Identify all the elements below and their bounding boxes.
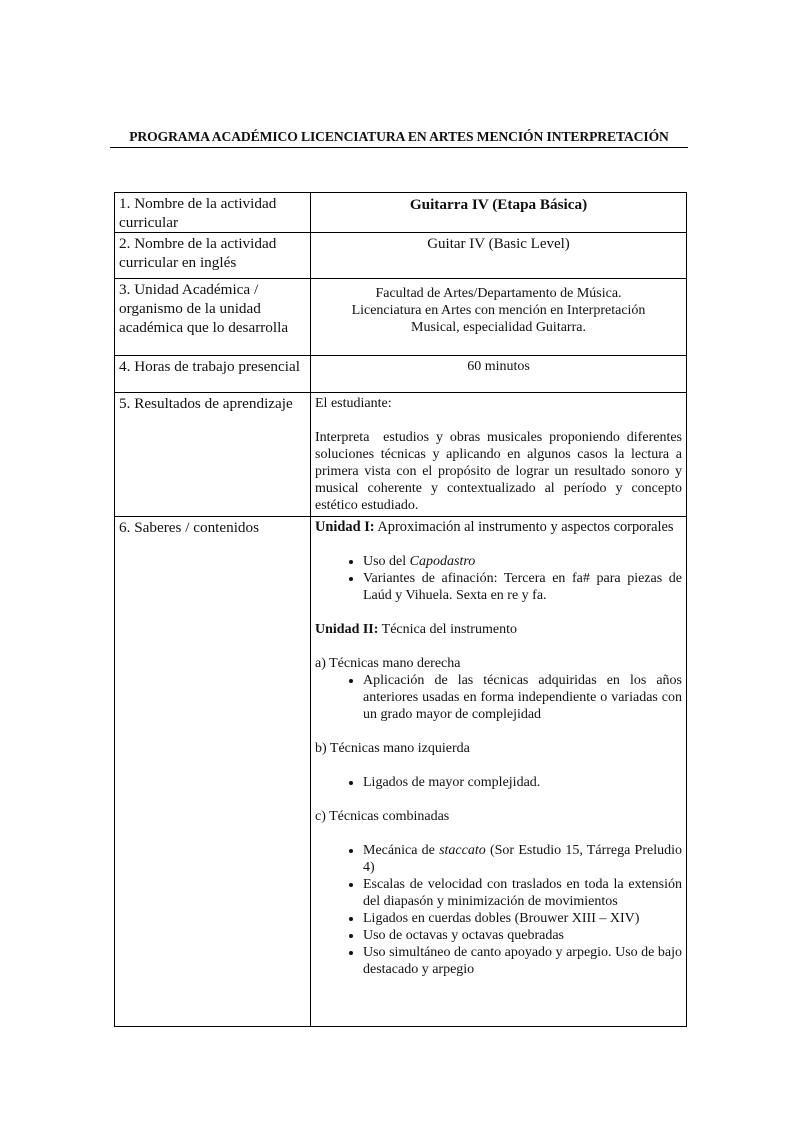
subsection-heading: a) Técnicas mano derecha <box>315 656 461 671</box>
row-value <box>311 279 687 356</box>
table-row <box>115 393 687 517</box>
row-label: 4. Horas de trabajo presencial <box>115 356 311 393</box>
row-value: Guitar IV (Basic Level) <box>311 233 687 279</box>
list-item: • Aplicación de las técnicas adquiridas en los años anteriores usadas en forma independiente o variadas con un grado mayor de complejidad <box>363 672 682 723</box>
table-row <box>115 193 687 233</box>
table-row <box>115 356 687 393</box>
row-value: 60 minutos <box>311 356 687 393</box>
row-label: 5. Resultados de aprendizaje <box>115 393 311 517</box>
unit-heading: Unidad II: <box>315 622 379 637</box>
row-value: Guitarra IV (Etapa Básica) <box>311 193 687 233</box>
list-item: • Mecánica de staccato (Sor Estudio 15, Tárrega Preludio 4) <box>363 842 682 876</box>
row-label: 3. Unidad Académica / organismo de la unidad académica que lo desarrolla <box>115 279 311 356</box>
intro-text: El estudiante: <box>315 396 392 411</box>
list-item: • Escalas de velocidad con traslados en toda la extensión del diapasón y minimización de movimientos <box>363 876 682 910</box>
unit-title: Aproximación al instrumento y aspectos corporales <box>374 519 674 535</box>
list-item: • Variantes de afinación: Tercera en fa# para piezas de Laúd y Vihuela. Sexta en re y fa. <box>363 570 682 604</box>
value-line: Musical, especialidad Guitarra. <box>411 320 586 335</box>
unit-heading: Unidad I: <box>315 519 375 535</box>
subsection-heading: b) Técnicas mano izquierda <box>315 741 470 756</box>
row-label: 6. Saberes / contenidos <box>115 517 311 1027</box>
list-item: • Uso del Capodastro <box>363 553 682 570</box>
bullet-list <box>315 672 682 723</box>
row-label: 1. Nombre de la actividad curricular <box>115 193 311 233</box>
list-item: • Uso de octavas y octavas quebradas <box>363 927 682 944</box>
bullet-list <box>315 553 682 604</box>
document-title: PROGRAMA ACADÉMICO LICENCIATURA EN ARTES MENCIÓN INTERPRETACIÓN <box>129 129 669 144</box>
bullet-list <box>315 774 682 791</box>
learning-outcome-text: Interpreta estudios y obras musicales proponiendo diferentes soluciones técnicas y aplicando en algunos casos la lectura a primera vista con el propósito de lograr un resultado sonoro y musical coherente y contextualizado al período y concepto estético estudiado. <box>315 430 686 513</box>
list-item: • Ligados en cuerdas dobles (Brouwer XIII – XIV) <box>363 910 682 927</box>
program-table <box>114 192 687 1027</box>
value-line: Licenciatura en Artes con mención en Interpretación <box>351 303 646 318</box>
row-label: 2. Nombre de la actividad curricular en inglés <box>115 233 311 279</box>
table-row <box>115 233 687 279</box>
table-row <box>115 517 687 1027</box>
row-value <box>311 393 687 517</box>
list-item: • Uso simultáneo de canto apoyado y arpegio. Uso de bajo destacado y arpegio <box>363 944 682 978</box>
unit-title: Técnica del instrumento <box>378 622 517 637</box>
list-item: • Ligados de mayor complejidad. <box>363 774 682 791</box>
row-value <box>311 517 687 1027</box>
title-underline <box>110 147 688 148</box>
value-line: Facultad de Artes/Departamento de Música. <box>375 286 622 301</box>
subsection-heading: c) Técnicas combinadas <box>315 809 450 824</box>
table-row <box>115 279 687 356</box>
bullet-list <box>315 842 682 978</box>
